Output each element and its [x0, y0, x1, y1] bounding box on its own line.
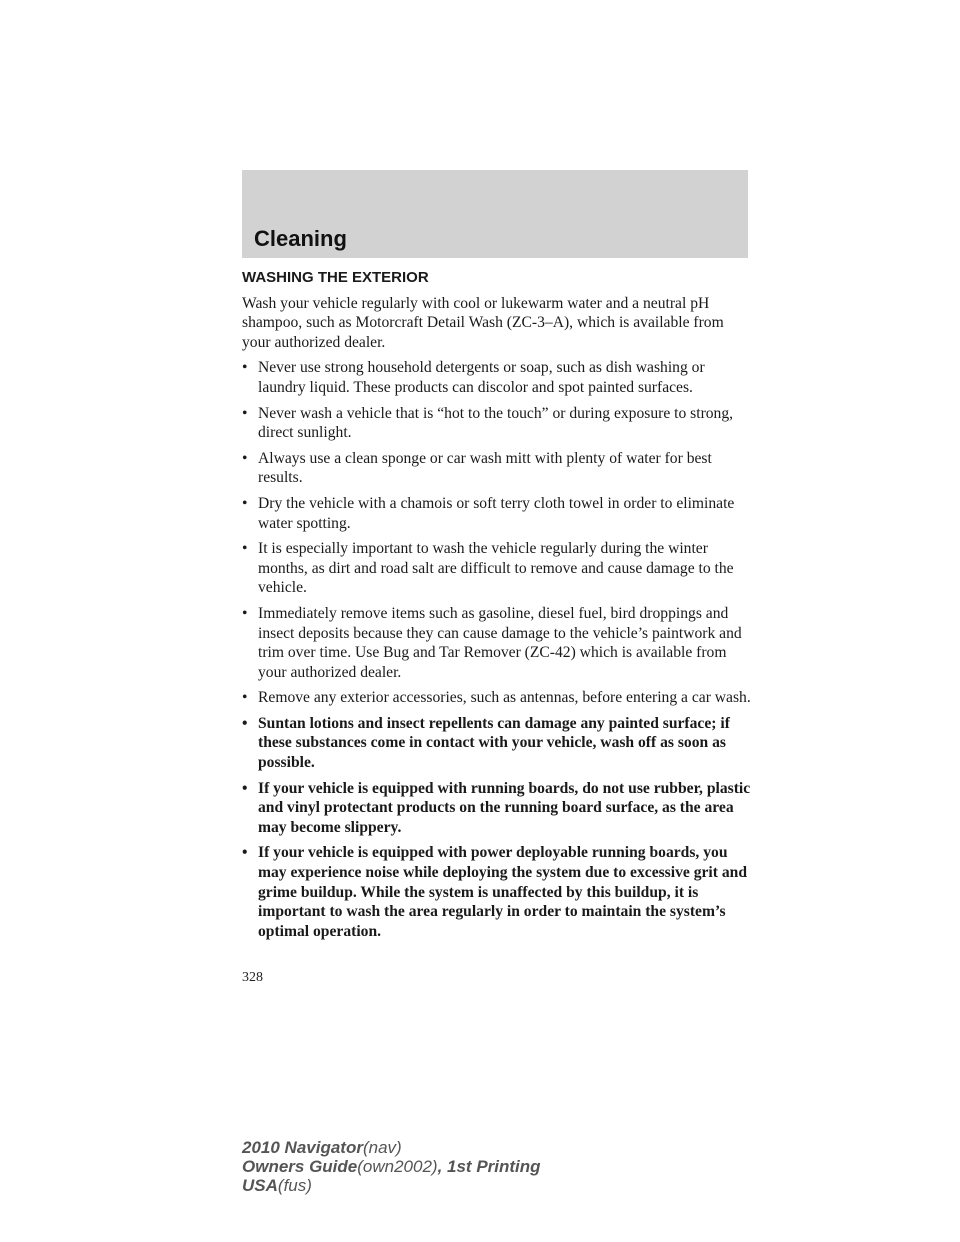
page-number: 328 — [242, 970, 263, 985]
print-footer — [242, 1138, 541, 1195]
bullet-mark: • — [242, 494, 248, 512]
list-item-text: Suntan lotions and insect repellents can damage any painted surface; if these substances come in contact with your vehicle, wash off as soon as possible. — [258, 714, 730, 772]
section-heading: WASHING THE EXTERIOR — [242, 269, 429, 286]
list-item-text: Remove any exterior accessories, such as antennas, before entering a car wash. — [258, 689, 751, 707]
footer-market-code: (fus) — [277, 1176, 312, 1195]
bullet-mark: • — [242, 844, 248, 862]
list-item — [242, 494, 752, 533]
section-title: Cleaning — [254, 226, 347, 251]
list-item — [242, 688, 752, 708]
footer-model: 2010 Navigator — [242, 1138, 363, 1157]
footer-market: USA — [242, 1176, 278, 1195]
bullet-mark: • — [242, 714, 248, 732]
footer-guide-code: (own2002) — [357, 1157, 438, 1176]
bullet-mark: • — [242, 449, 248, 467]
list-item — [242, 404, 752, 443]
list-item-text: Always use a clean sponge or car wash mitt with plenty of water for best results. — [258, 449, 712, 487]
intro-paragraph: Wash your vehicle regularly with cool or lukewarm water and a neutral pH shampoo, such as Motorcraft Detail Wash (ZC-3–A), which is available from your authorized dealer. — [242, 294, 724, 351]
footer-printing: , 1st Printing — [437, 1157, 541, 1176]
list-item-text: If your vehicle is equipped with running boards, do not use rubber, plastic and vinyl protectant products on the running board surface, as the area may become slippery. — [258, 779, 751, 836]
bullet-mark: • — [242, 779, 248, 797]
page-content — [242, 268, 752, 947]
bullet-mark: • — [242, 540, 248, 558]
footer-guide: Owners Guide — [242, 1157, 358, 1176]
footer-line-3 — [242, 1176, 541, 1195]
list-item-text: Immediately remove items such as gasoline, diesel fuel, bird droppings and insect deposits because they can cause damage to the vehicle’s paintwork and trim over time. Use Bug and Tar Remover (ZC-42) which is available from your authorized dealer. — [258, 604, 742, 681]
list-item-text: Never wash a vehicle that is “hot to the touch” or during exposure to strong, direct sunlight. — [258, 404, 734, 442]
bullet-mark: • — [242, 604, 248, 622]
footer-line-1 — [242, 1138, 541, 1157]
footer-line-2 — [242, 1157, 541, 1176]
list-item-text: If your vehicle is equipped with power deployable running boards, you may experience noise while deploying the system due to excessive grit and grime buildup. While the system is unaffected by this buildup, it is important to wash the area regularly in order to maintain the system’s optimal operation. — [258, 844, 747, 940]
list-item — [242, 539, 752, 598]
bullet-mark: • — [242, 689, 248, 707]
list-item-warning — [242, 714, 752, 773]
list-item-text: Never use strong household detergents or soap, such as dish washing or laundry liquid. These products can discolor and spot painted surfaces. — [258, 359, 705, 396]
list-item-warning — [242, 779, 752, 838]
list-item-text: Dry the vehicle with a chamois or soft terry cloth towel in order to eliminate water spotting. — [258, 494, 735, 532]
bullet-mark: • — [242, 404, 248, 422]
list-item-text: It is especially important to wash the vehicle regularly during the winter months, as dirt and road salt are difficult to remove and cause damage to the vehicle. — [258, 540, 734, 597]
list-item-warning — [242, 843, 752, 941]
bullet-list — [242, 358, 752, 941]
list-item — [242, 604, 752, 682]
list-item — [242, 449, 752, 488]
footer-model-code: (nav) — [362, 1138, 402, 1157]
bullet-mark: • — [242, 359, 248, 377]
list-item — [242, 358, 752, 397]
